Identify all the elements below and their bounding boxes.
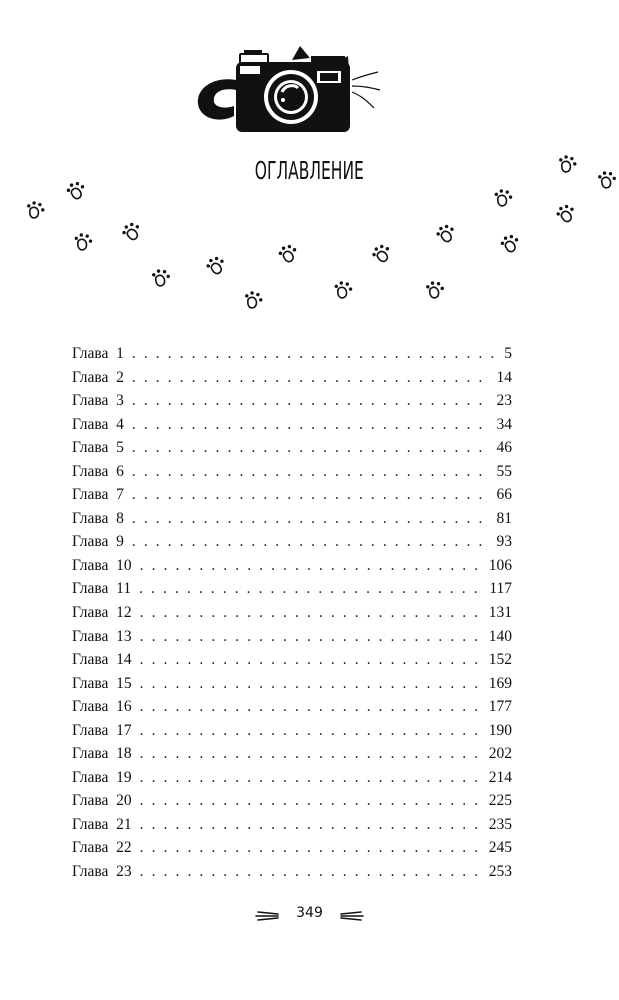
list-item — [72, 601, 512, 625]
toc-chapter-label: Глава 1 — [72, 345, 124, 362]
toc-page-number: 225 — [488, 792, 512, 810]
toc-chapter-label: Глава 12 — [72, 604, 132, 622]
dot-leader — [140, 813, 483, 837]
toc-chapter-label: Глава 2 — [72, 368, 124, 386]
list-item — [72, 860, 512, 884]
dot-leader — [132, 366, 491, 390]
toc-chapter-label: Глава 19 — [72, 768, 132, 786]
toc-page-number: 190 — [488, 721, 512, 739]
list-item — [72, 366, 512, 390]
toc-chapter-label: Глава 8 — [72, 509, 124, 527]
list-item — [72, 648, 512, 672]
dot-leader — [132, 389, 491, 413]
toc-page-number: 214 — [488, 768, 512, 786]
toc-chapter-label: Глава 20 — [72, 792, 132, 810]
list-item — [72, 625, 512, 649]
list-item — [72, 813, 512, 837]
dot-leader — [140, 601, 483, 625]
toc-chapter-label: Глава 10 — [72, 556, 132, 574]
toc-chapter-label: Глава 17 — [72, 721, 132, 739]
cat-camera-icon — [198, 46, 380, 132]
list-item — [72, 789, 512, 813]
toc-chapter-label: Глава 11 — [72, 580, 132, 598]
list-item — [72, 436, 512, 460]
dot-leader — [132, 530, 491, 554]
dot-leader — [140, 860, 483, 884]
dot-leader — [132, 507, 491, 531]
dot-leader — [140, 766, 483, 790]
list-item — [72, 742, 512, 766]
toc-page-number: 253 — [488, 863, 512, 881]
list-item — [72, 530, 512, 554]
toc-page-number: 23 — [496, 392, 512, 410]
toc-chapter-label: Глава 22 — [72, 839, 132, 857]
dot-leader — [140, 719, 483, 743]
toc-chapter-label: Глава 7 — [72, 486, 124, 504]
toc-page-number: 140 — [488, 627, 512, 645]
list-item — [72, 554, 512, 578]
dot-leader — [140, 695, 483, 719]
toc-page-number: 106 — [488, 556, 512, 574]
dot-leader — [140, 836, 483, 860]
list-item — [72, 413, 512, 437]
dot-leader — [140, 789, 483, 813]
toc-page-number: 177 — [488, 698, 512, 716]
toc-page-number: 34 — [496, 415, 512, 433]
list-item — [72, 577, 512, 601]
dot-leader — [132, 436, 491, 460]
table-of-contents — [72, 342, 512, 884]
page-number: 349 — [296, 905, 323, 921]
dot-leader — [140, 672, 483, 696]
toc-chapter-label: Глава 5 — [72, 439, 124, 457]
toc-chapter-label: Глава 4 — [72, 415, 124, 433]
toc-page-number: 46 — [496, 439, 512, 457]
dot-leader — [140, 554, 483, 578]
toc-chapter-label: Глава 23 — [72, 863, 132, 881]
toc-chapter-label: Глава 13 — [72, 627, 132, 645]
list-item — [72, 672, 512, 696]
toc-chapter-label: Глава 15 — [72, 674, 132, 692]
list-item — [72, 507, 512, 531]
toc-page-number: 66 — [496, 486, 512, 504]
toc-page-number: 169 — [488, 674, 512, 692]
toc-page-number: 55 — [496, 462, 512, 480]
list-item — [72, 719, 512, 743]
list-item — [72, 766, 512, 790]
toc-page-number: 235 — [488, 815, 512, 833]
toc-page-number: 81 — [496, 509, 512, 527]
toc-chapter-label: Глава 6 — [72, 462, 124, 480]
toc-page-number: 152 — [488, 651, 512, 669]
toc-chapter-label: Глава 18 — [72, 745, 132, 763]
dot-leader — [140, 742, 483, 766]
page-title: ОГЛАВЛЕНИЕ — [254, 156, 364, 185]
toc-chapter-label: Глава 3 — [72, 392, 124, 410]
toc-page-number: 5 — [504, 345, 512, 362]
toc-page-number: 14 — [496, 368, 512, 386]
toc-page-number: 245 — [488, 839, 512, 857]
list-item — [72, 695, 512, 719]
toc-page-number: 202 — [488, 745, 512, 763]
list-item — [72, 460, 512, 484]
dot-leader — [132, 342, 498, 366]
toc-chapter-label: Глава 9 — [72, 533, 124, 551]
toc-chapter-label: Глава 21 — [72, 815, 132, 833]
toc-chapter-label: Глава 16 — [72, 698, 132, 716]
dot-leader — [132, 413, 491, 437]
list-item — [72, 483, 512, 507]
toc-page-number: 93 — [496, 533, 512, 551]
dot-leader — [140, 648, 483, 672]
list-item — [72, 836, 512, 860]
dot-leader — [132, 460, 491, 484]
dot-leader — [140, 625, 483, 649]
dot-leader — [139, 577, 483, 601]
list-item — [72, 389, 512, 413]
list-item — [72, 342, 512, 366]
toc-chapter-label: Глава 14 — [72, 651, 132, 669]
toc-page-number: 117 — [489, 580, 512, 598]
toc-page-number: 131 — [488, 604, 512, 622]
dot-leader — [132, 483, 491, 507]
